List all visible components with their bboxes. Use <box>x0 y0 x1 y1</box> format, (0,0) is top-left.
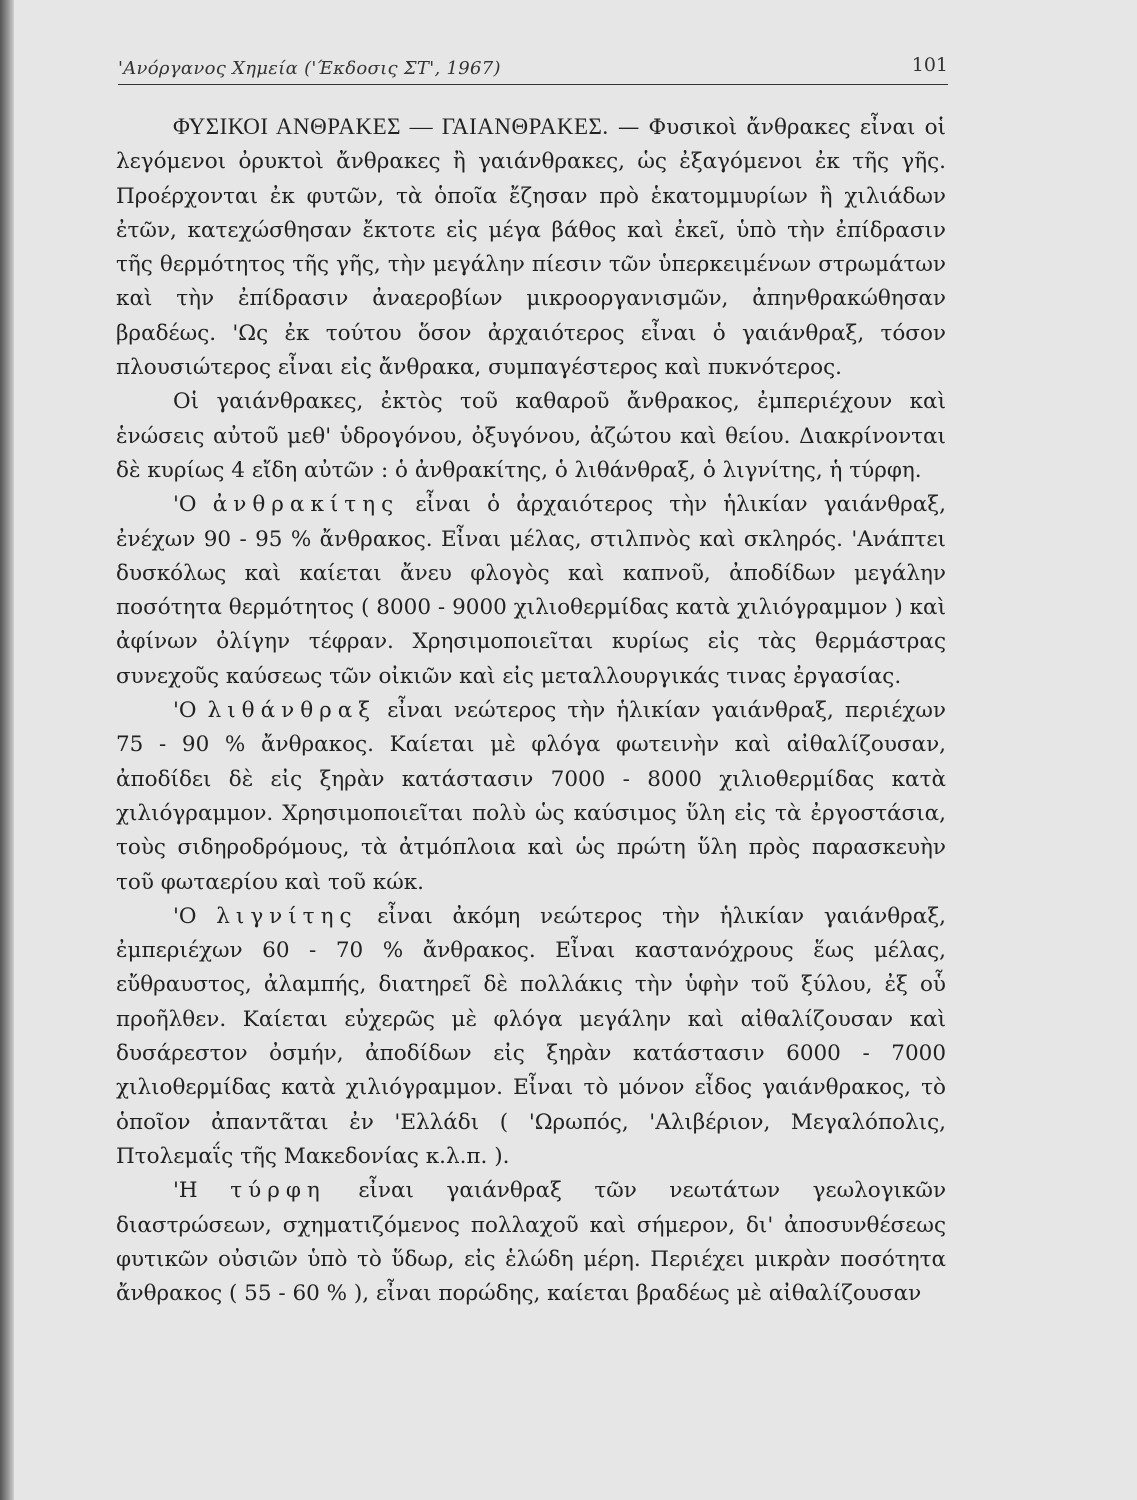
running-header <box>118 44 948 85</box>
page-number: 101 <box>911 54 948 76</box>
peat-term: τύρφη <box>230 1178 326 1204</box>
paragraph-lithanthrax <box>116 694 946 900</box>
intro-text: — Φυσικοὶ ἄνθρακες εἶναι οἱ λεγόμενοι ὀρυκτοὶ ἄνθρακες ἢ γαιάνθρακες, ὡς ἐξαγόμενοι ἐκ τῆς γῆς. Προέρχονται ἐκ φυτῶν, τὰ ὁποῖα ἔζησαν πρὸ ἑκατομμυρίων ἢ χιλιάδων ἐτῶν, κατεχώσθησαν ἔκτοτε εἰς μέγα βάθος καὶ ἐκεῖ, ὑπὸ τὴν ἐπίδρασιν τῆς θερμότητος τῆς γῆς, τὴν μεγάλην πίεσιν τῶν ὑπερκειμένων στρωμάτων καὶ τὴν ἐπίδρασιν ἀναεροβίων μικροοργανισμῶν, ἀπηνθρακώθησαν βραδέως. 'Ως ἐκ τούτου ὅσον ἀρχαιότερος εἶναι ὁ γαιάνθραξ, τόσον πλουσιώτερος εἶναι εἰς ἄνθρακα, συμπαγέστερος καὶ πυκνότερος. <box>116 115 946 381</box>
lithanthrax-article: 'Ο <box>173 698 197 724</box>
lignite-text: εἶναι ἀκόμη νεώτερος τὴν ἡλικίαν γαιάνθραξ, ἐμπεριέχων 60 - 70 % ἄνθρακος. Εἶναι καστανόχρους ἕως μέλας, εὔθραυστος, ἀλαμπής, διατηρεῖ δὲ πολλάκις τὴν ὑφὴν τοῦ ξύλου, ἐξ οὗ προῆλθεν. Καίεται εὐχερῶς μὲ φλόγα μεγάλην καὶ αἰθαλίζουσαν καὶ δυσάρεστον ὀσμήν, ἀποδίδων εἰς ξηρὰν κατάστασιν 6000 - 7000 χιλιοθερμίδας κατὰ χιλιόγραμμον. Εἶναι τὸ μόνον εἶδος γαιάνθρακος, τὸ ὁποῖον ἀπαντᾶται ἐν 'Ελλάδι ( 'Ωρωπός, 'Αλιβέριον, Μεγαλόπολις, Πτολεμαΐς τῆς Μακεδονίας κ.λ.π. ). <box>116 903 946 1169</box>
body-text <box>116 110 946 1311</box>
paragraph-lignite <box>116 900 946 1174</box>
paragraph-types: Οἱ γαιάνθρακες, ἐκτὸς τοῦ καθαροῦ ἄνθρακος, ἐμπεριέχουν καὶ ἑνώσεις αὐτοῦ μεθ' ὑδρογόνου, ὀξυγόνου, ἀζώτου καὶ θείου. Διακρίνονται δὲ κυρίως 4 εἴδη αὐτῶν : ὁ ἀνθρακίτης, ὁ λιθάνθραξ, ὁ λιγνίτης, ἡ τύρφη. <box>116 389 946 483</box>
lignite-term: λιγνίτης <box>216 903 358 929</box>
paragraph-peat <box>116 1174 946 1311</box>
lignite-article: 'Ο <box>173 903 197 929</box>
peat-article: 'Η <box>173 1178 198 1204</box>
book-binding-edge <box>0 0 14 1500</box>
anthracite-term: ἀνθρακίτης <box>212 492 400 518</box>
anthracite-article: 'Ο <box>173 492 197 518</box>
section-heading: ΦΥΣΙΚΟΙ ΑΝΘΡΑΚΕΣ — ΓΑΙΑΝΘΡΑΚΕΣ. <box>173 114 609 139</box>
lithanthrax-term: λιθάνθραξ <box>207 698 377 724</box>
paragraph-anthracite <box>116 488 946 694</box>
anthracite-text: εἶναι ὁ ἀρχαιότερος τὴν ἡλικίαν γαιάνθραξ, ἐνέχων 90 - 95 % ἄνθρακος. Εἶναι μέλας, στιλπνὸς καὶ σκληρός. 'Ανάπτει δυσκόλως καὶ καίεται ἄνευ φλογὸς καὶ καπνοῦ, ἀποδίδων μεγάλην ποσότητα θερμότητος ( 8000 - 9000 χιλιοθερμίδας κατὰ χιλιόγραμμον ) καὶ ἀφίνων ὀλίγην τέφραν. Χρησιμοποιεῖται κυρίως εἰς τὰς θερμάστρας συνεχοῦς καύσεως τῶν οἰκιῶν καὶ εἰς μεταλλουργικάς τινας ἐργασίας. <box>116 492 946 689</box>
paragraph-intro <box>116 110 946 385</box>
running-title: 'Ανόργανος Χημεία ('Έκδοσις ΣΤ', 1967) <box>118 58 501 79</box>
peat-text: εἶναι γαιάνθραξ τῶν νεωτάτων γεωλογικῶν διαστρώσεων, σχηματιζόμενος πολλαχοῦ καὶ σήμερον, δι' ἀποσυνθέσεως φυτικῶν οὐσιῶν ὑπὸ τὸ ὕδωρ, εἰς ἑλώδη μέρη. Περιέχει μικρὰν ποσότητα ἄνθρακος ( 55 - 60 % ), εἶναι πορώδης, καίεται βραδέως μὲ αἰθαλίζουσαν <box>116 1178 947 1307</box>
lithanthrax-text: εἶναι νεώτερος τὴν ἡλικίαν γαιάνθραξ, περιέχων 75 - 90 % ἄνθρακος. Καίεται μὲ φλόγα φωτεινὴν καὶ αἰθαλίζουσαν, ἀποδίδει δὲ εἰς ξηρὰν κατάστασιν 7000 - 8000 χιλιοθερμίδας κατὰ χιλιόγραμμον. Χρησιμοποιεῖται πολὺ ὡς καύσιμος ὕλη εἰς τὰ ἐργοστάσια, τοὺς σιδηροδρόμους, τὰ ἀτμόπλοια καὶ ὡς πρώτη ὕλη πρὸς παρασκευὴν τοῦ φωταερίου καὶ τοῦ κώκ. <box>116 698 946 895</box>
